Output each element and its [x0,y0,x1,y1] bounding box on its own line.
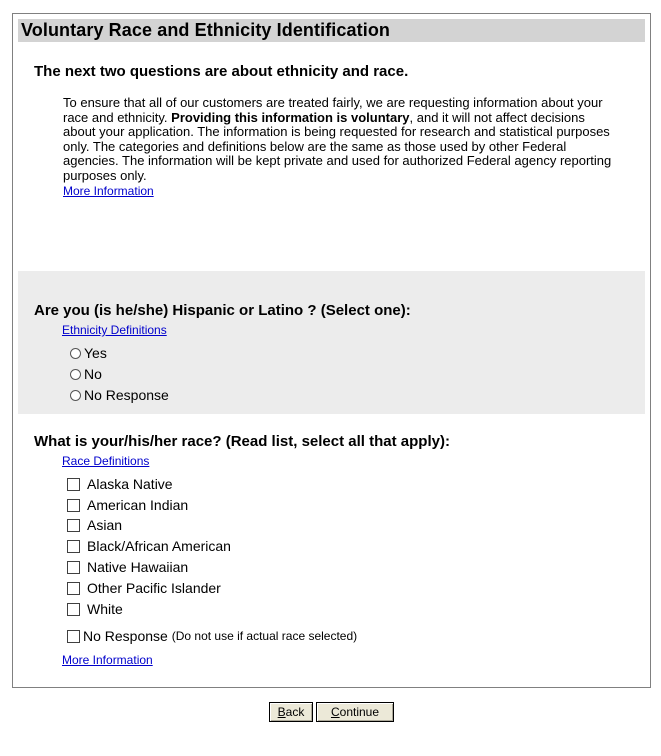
option-label: White [87,601,123,617]
radio-button[interactable] [70,390,81,401]
option-label: Asian [87,517,123,533]
race-option-asian[interactable] [67,517,122,533]
ethnicity-section [18,271,645,414]
ethnicity-option-yes[interactable] [70,345,107,361]
intro-text-start: To ensure that all of our customers are treated fairly, we are requesting information about your race and ethnicity. [63,95,603,125]
identification-panel [12,13,651,688]
ethnicity-question: Are you (is he/she) Hispanic or Latino ? (Select one): [34,302,411,319]
radio-button[interactable] [70,348,81,359]
option-label: Alaska Native [87,476,173,492]
back-label: ack [285,705,305,719]
option-label: No Response [84,387,169,403]
ethnicity-option-no[interactable] [70,366,102,382]
race-option-american-indian[interactable] [67,497,188,513]
checkbox[interactable] [67,630,80,643]
option-label: Other Pacific Islander [87,580,221,596]
race-option-other-pacific-islander[interactable] [67,580,221,596]
back-button[interactable] [269,702,313,722]
option-label: American Indian [87,497,189,513]
checkbox[interactable] [67,519,80,532]
race-definitions-link[interactable]: Race Definitions [62,454,150,468]
intro-text-bold: Providing this information is voluntary [171,109,410,125]
intro-heading: The next two questions are about ethnicity and race. [34,63,409,80]
checkbox[interactable] [67,478,80,491]
radio-button[interactable] [70,369,81,380]
option-label: Black/African American [87,538,231,554]
back-accelerator: B [277,705,286,719]
race-question: What is your/his/her race? (Read list, select all that apply): [34,433,450,450]
continue-label: ontinue [339,705,380,719]
intro-text [63,96,613,198]
race-option-alaska-native[interactable] [67,476,173,492]
race-option-native-hawaiian[interactable] [67,559,188,575]
checkbox[interactable] [67,582,80,595]
option-label: No [84,366,102,382]
intro-text-end: , and it will not affect decisions about your application. The information is being requested for research and statistical purposes only. The categories and definitions below are the same as those used by other Federal agencies. The information will be kept private and used for authorized Federal agency reporting purposes only. [63,109,612,183]
checkbox[interactable] [67,540,80,553]
option-label: No Response [83,628,168,644]
continue-button[interactable] [316,702,394,722]
race-option-black-african-american[interactable] [67,538,231,554]
title-bar [18,19,645,42]
more-information-link-intro[interactable]: More Information [63,183,154,198]
no-response-note: (Do not use if actual race selected) [171,629,358,643]
ethnicity-definitions-link[interactable]: Ethnicity Definitions [62,323,167,337]
continue-accelerator: C [330,705,340,719]
option-label: Yes [84,345,107,361]
race-option-white[interactable] [67,601,123,617]
option-label: Native Hawaiian [87,559,189,575]
more-information-link-race[interactable]: More Information [62,653,153,667]
race-option-no-response[interactable] [67,628,357,644]
ethnicity-option-no-response[interactable] [70,387,169,403]
page-title: Voluntary Race and Ethnicity Identification [21,20,391,40]
checkbox[interactable] [67,499,80,512]
checkbox[interactable] [67,561,80,574]
checkbox[interactable] [67,603,80,616]
